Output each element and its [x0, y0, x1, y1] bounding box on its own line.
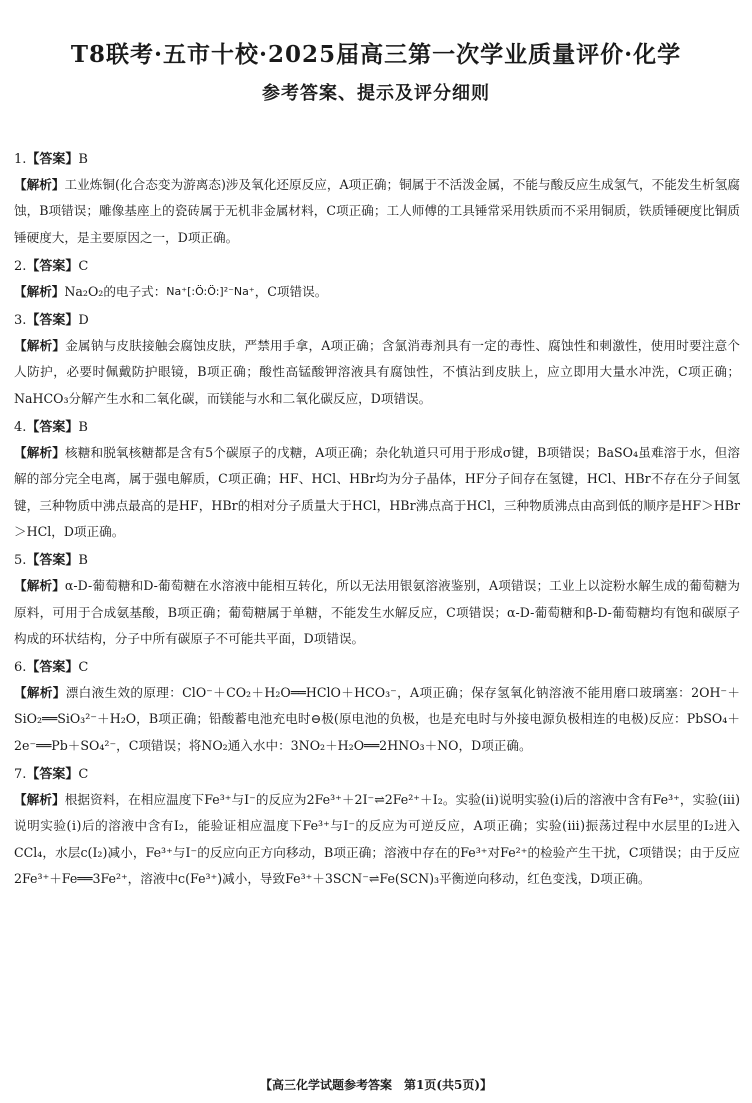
question-number: 2. — [14, 258, 27, 274]
answer-line — [14, 255, 740, 279]
answer-value: B — [78, 420, 88, 436]
answer-line — [14, 763, 740, 787]
answer-tag: 【答案】 — [26, 313, 79, 329]
answer-value: C — [78, 767, 89, 783]
answer-line — [14, 148, 740, 172]
explanation — [14, 333, 740, 412]
question-number: 4. — [14, 420, 27, 436]
answer-tag: 【答案】 — [26, 553, 79, 569]
question-2 — [14, 255, 740, 305]
explanation — [14, 440, 740, 545]
electron-formula: Na⁺[:Ö:Ö:]²⁻Na⁺ — [166, 284, 255, 298]
explanation-text: 工业炼铜(化合态变为游离态)涉及氧化还原反应，A项正确；铜属于不活泼金属，不能与酸反应生成氢气，不能发生析氢腐蚀，B项错误；雕像基座上的瓷砖属于无机非金属材料，C项正确；工人师傅的工具锤常采用铁质而不采用铜质，铁质锤硬度比铜质锤硬度大，是主要原因之一，D项正确。 — [14, 177, 741, 245]
explanation-tag: 【解析】 — [14, 177, 65, 192]
question-1 — [14, 148, 740, 251]
explanation-text: 漂白液生效的原理：ClO⁻＋CO₂＋H₂O══HClO＋HCO₃⁻，A项正确；保存氢氧化钠溶液不能用磨口玻璃塞：2OH⁻＋SiO₂══SiO₃²⁻＋H₂O，B项正确；铅酸蓄电池充电时⊖极(原电池的负极，也是充电时与外接电源负极相连的电极)反应：PbSO₄＋2e⁻══Pb＋SO₄²⁻，C项错误；将NO₂通入水中：3NO₂＋H₂O══2HNO₃＋NO，D项正确。 — [14, 685, 741, 753]
answer-value: C — [78, 258, 89, 274]
answer-line — [14, 656, 740, 680]
explanation-tag: 【解析】 — [14, 445, 65, 461]
answer-tag: 【答案】 — [26, 420, 79, 436]
question-number: 3. — [14, 313, 27, 329]
explanation-text: α-D-葡萄糖和D-葡萄糖在水溶液中能相互转化，所以无法用银氨溶液鉴别，A项错误；工业上以淀粉水解生成的葡萄糖为原料，可用于合成氨基酸，B项正确；葡萄糖属于单糖，不能发生水解反应，C项错误；α-D-葡萄糖和β-D-葡萄糖均有饱和碳原子构成的环状结构，分子中所有碳原子不可能共平面，D项错误。 — [14, 578, 740, 646]
answer-tag: 【答案】 — [26, 767, 79, 783]
question-6 — [14, 656, 740, 759]
answer-tag: 【答案】 — [26, 258, 79, 274]
document-title: T8联考·五市十校·2025届高三第一次学业质量评价·化学 — [70, 41, 682, 68]
explanation-tag: 【解析】 — [14, 685, 66, 701]
answer-tag: 【答案】 — [26, 660, 79, 676]
answer-line — [14, 309, 740, 333]
document-subtitle: 参考答案、提示及评分细则 — [262, 83, 490, 104]
question-number: 7. — [14, 767, 27, 783]
explanation-tag: 【解析】 — [14, 578, 65, 594]
question-number: 6. — [14, 660, 27, 676]
explanation — [14, 573, 740, 652]
answer-list — [14, 148, 740, 896]
explanation-text: 根据资料，在相应温度下Fe³⁺与I⁻的反应为2Fe³⁺＋2I⁻⇌2Fe²⁺＋I₂。实验(ⅱ)说明实验(ⅰ)后的溶液中含有Fe³⁺，实验(ⅲ)说明实验(ⅰ)后的溶液中含有I₂，能验证相应温度下Fe³⁺与I⁻的反应为可逆反应，A项正确；实验(ⅲ)振荡过程中水层里的I₂进入CCl₄，水层c(I₂)减小，Fe³⁺与I⁻的反应向正方向移动，B项正确；溶液中存在的Fe³⁺对Fe²⁺的检验产生干扰，C项错误；由于反应2Fe³⁺＋Fe══3Fe²⁺，溶液中c(Fe³⁺)减小，导致Fe³⁺＋3SCN⁻⇌Fe(SCN)₃平衡逆向移动，红色变浅，D项正确。 — [14, 792, 740, 886]
explanation-tag: 【解析】 — [14, 338, 66, 354]
question-4 — [14, 416, 740, 545]
answer-line — [14, 416, 740, 440]
explanation — [14, 680, 740, 759]
answer-value: B — [78, 553, 88, 569]
explanation-tag: 【解析】 — [14, 283, 65, 299]
explanation — [14, 279, 740, 305]
explanation-text: 核糖和脱氧核糖都是含有5个碳原子的戊糖，A项正确；杂化轨道只可用于形成σ键，B项错误；BaSO₄虽难溶于水，但溶解的部分完全电离，属于强电解质，C项正确；HF、HCl、HBr均为分子晶体，HF分子间存在氢键，HCl、HBr不存在分子间氢键，三种物质中沸点最高的是HF，HBr的相对分子质量大于HCl，HBr沸点高于HCl，三种物质沸点由高到低的顺序是HF＞HBr＞HCl，D项正确。 — [14, 445, 740, 539]
answer-value: D — [78, 313, 89, 329]
explanation — [14, 787, 740, 892]
page-footer: 【高三化学试题参考答案 第1页(共5页)】 — [259, 1078, 493, 1092]
question-7 — [14, 763, 740, 892]
answer-value: C — [78, 660, 89, 676]
answer-line — [14, 549, 740, 573]
question-number: 1. — [14, 152, 27, 167]
answer-value: B — [78, 152, 88, 167]
explanation-tag: 【解析】 — [14, 792, 65, 808]
explanation-text-pre: Na₂O₂的电子式： — [64, 283, 167, 299]
question-number: 5. — [14, 553, 27, 569]
question-5 — [14, 549, 740, 652]
explanation-text: 金属钠与皮肤接触会腐蚀皮肤，严禁用手拿，A项正确；含氯消毒剂具有一定的毒性、腐蚀性和刺激性，使用时要注意个人防护，必要时佩戴防护眼镜，B项正确；酸性高锰酸钾溶液具有腐蚀性，不慎沾到皮肤上，应立即用大量水冲洗，C项正确；NaHCO₃分解产生水和二氧化碳，而镁能与水和二氧化碳反应，D项错误。 — [14, 338, 740, 406]
answer-tag: 【答案】 — [26, 152, 79, 167]
explanation-text: ，C项错误。 — [254, 283, 328, 299]
question-3 — [14, 309, 740, 412]
explanation — [14, 172, 740, 251]
